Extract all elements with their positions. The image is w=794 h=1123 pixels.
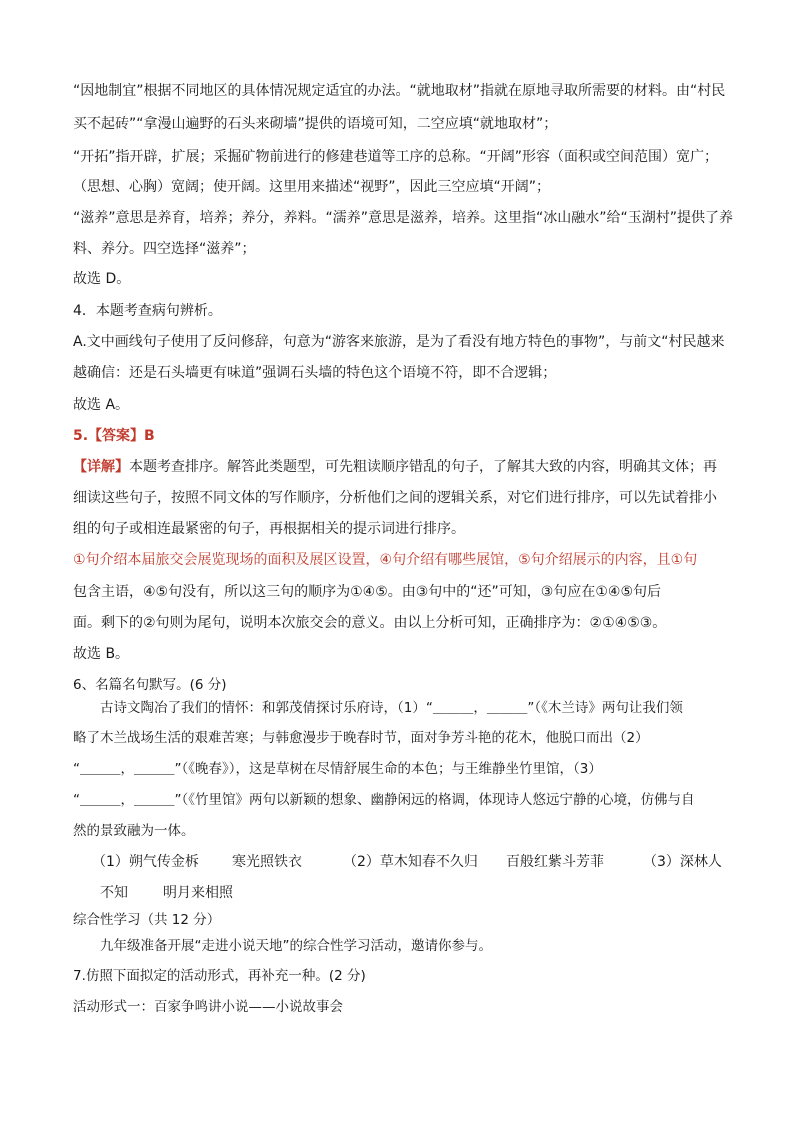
answer-1a: （1）朔气传金柝 xyxy=(92,854,199,870)
answer-2a: （2）草木知春不久归 xyxy=(343,854,478,870)
answer-2b: 百般红紫斗芳菲 xyxy=(506,854,604,870)
answer-3a: （3）深林人 xyxy=(643,854,722,870)
text-line: A.文中画线句子使用了反问修辞，句意为“游客来旅游，是为了看没有地方特色的事物”，与前文“村民越来 xyxy=(73,334,725,350)
answer-3a-cont: 不知 xyxy=(100,885,128,901)
text-line: 故选 A。 xyxy=(73,397,130,413)
text-line: “滋养”意思是养育，培养；养分，养料。“濡养”意思是滋养，培养。这里指“冰山融水”给“玉湖村”提供了养 xyxy=(73,210,734,226)
question-6-text: 然的景致融为一体。 xyxy=(73,823,195,839)
question-6-text: 古诗文陶冶了我们的情怀：和郭茂倩探讨乐府诗，（1）“＿＿＿，＿＿＿”（《木兰诗》两句让我们领 xyxy=(100,700,683,716)
text-line: 买不起砖”“拿漫山遍野的石头来砌墙”提供的语境可知，二空应填“就地取材”； xyxy=(73,116,558,132)
question-7-title: 7.仿照下面拟定的活动形式，再补充一种。(2 分) xyxy=(73,968,366,984)
section-title: 综合性学习（共 12 分） xyxy=(73,912,221,928)
text-line: 越确信：还是石头墙更有味道”强调石头墙的特色这个语境不符，即不合逻辑； xyxy=(73,365,557,381)
question-6-text: “＿＿＿，＿＿＿”（《晚春》），这是草树在尽情舒展生命的本色；与王维静坐竹里馆，（3） xyxy=(73,761,602,777)
text-line: （思想、心胸）宽阔；使开阔。这里用来描述“视野”，因此三空应填“开阔”； xyxy=(73,179,551,195)
answer-header: 5.【答案】B xyxy=(73,428,155,444)
detail-line: 细读这些句子，按照不同文体的写作顺序，分析他们之间的逻辑关系，对它们进行排序，可以先试着排小 xyxy=(73,490,717,506)
question-6-text: 略了木兰战场生活的艰难苦寒；与韩愈漫步于晚春时节，面对争芳斗艳的花木，他脱口而出（2） xyxy=(73,730,649,746)
detail-label: 【详解】 xyxy=(73,459,129,475)
conclusion-line: 故选 B。 xyxy=(73,646,130,662)
analysis-line: ①句介绍本届旅交会展览现场的面积及展区设置，④句介绍有哪些展馆，⑤句介绍展示的内容，且①句 xyxy=(73,552,698,568)
answer-3b: 明月来相照 xyxy=(163,885,233,901)
text-line: 故选 D。 xyxy=(73,271,131,287)
activity-form-1: 活动形式一：百家争鸣讲小说——小说故事会 xyxy=(73,999,343,1015)
text-line: “因地制宜”根据不同地区的具体情况规定适宜的办法。“就地取材”指就在原地寻取所需要的材料。由“村民 xyxy=(73,83,726,99)
text-line: 料、养分。四空选择“滋养”； xyxy=(73,241,256,257)
question-6-title: 6、名篇名句默写。(6 分) xyxy=(73,677,227,693)
answer-1b: 寒光照铁衣 xyxy=(232,854,302,870)
section-intro: 九年级准备开展“走进小说天地”的综合性学习活动，邀请你参与。 xyxy=(100,938,492,954)
question-4-heading: 4．本题考查病句辨析。 xyxy=(73,303,222,319)
detail-line xyxy=(73,458,717,476)
analysis-line: 包含主语，④⑤句没有，所以这三句的顺序为①④⑤。由③句中的“还”可知，③句应在①④⑤句后 xyxy=(73,584,662,600)
analysis-line: 面。剩下的②句则为尾句，说明本次旅交会的意义。由以上分析可知，正确排序为：②①④⑤③。 xyxy=(73,615,667,631)
text-line: “开拓”指开辟，扩展；采掘矿物前进行的修建巷道等工序的总称。“开阔”形容（面积或空间范围）宽广； xyxy=(73,149,719,165)
detail-line: 组的句子或相连最紧密的句子，再根据相关的提示词进行排序。 xyxy=(73,521,465,537)
detail-text: 本题考查排序。解答此类题型，可先粗读顺序错乱的句子，了解其大致的内容，明确其文体；再 xyxy=(129,459,717,475)
question-6-text: “＿＿＿，＿＿＿”（《竹里馆》两句以新颖的想象、幽静闲远的格调，体现诗人悠远宁静的心境，仿佛与自 xyxy=(73,792,695,808)
